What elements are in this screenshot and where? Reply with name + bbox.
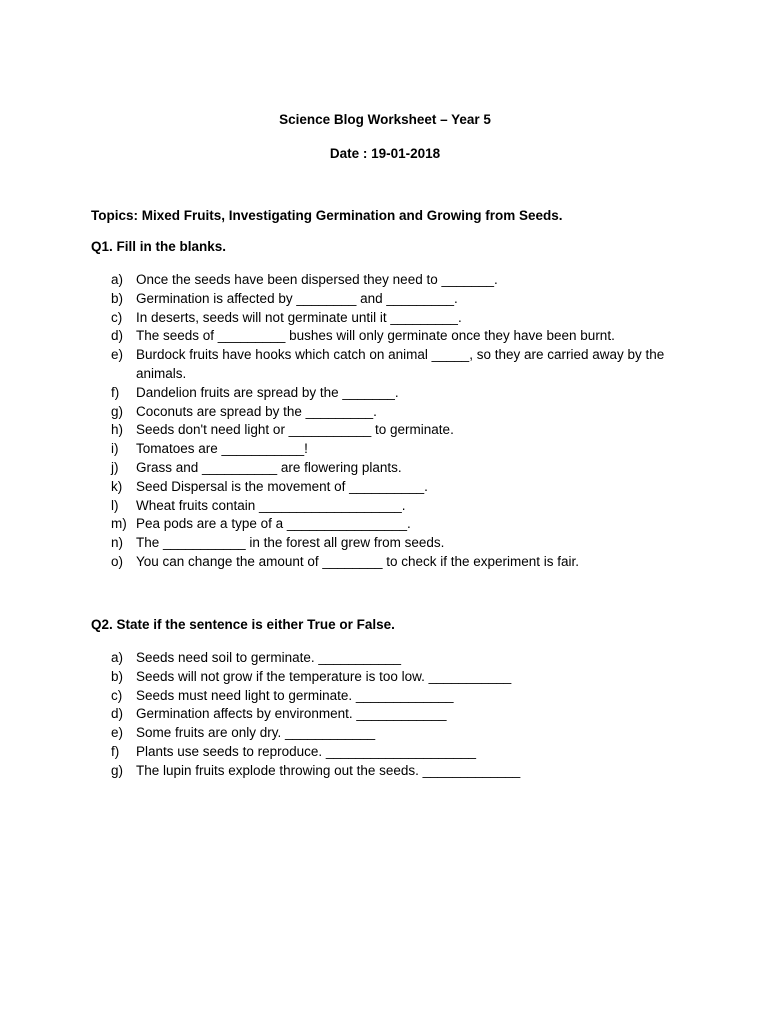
- q1-item-text: In deserts, seeds will not germinate until it _________.: [136, 309, 462, 325]
- q1-item-b: [111, 290, 691, 309]
- q1-item-d: [111, 327, 691, 346]
- q1-item-text: Germination is affected by ________ and _________.: [136, 290, 458, 306]
- q1-item-marker: f): [111, 384, 120, 400]
- q1-list: [111, 271, 691, 572]
- q1-item-g: [111, 403, 691, 422]
- q1-item-text: Burdock fruits have hooks which catch on animal _____, so they are carried away by the animals.: [136, 347, 665, 381]
- q1-item-text: The seeds of _________ bushes will only germinate once they have been burnt.: [136, 328, 615, 344]
- q2-item-e: [111, 724, 691, 743]
- q1-item-marker: l): [111, 497, 119, 513]
- q2-item-text: Germination affects by environment. ____________: [136, 706, 447, 722]
- q1-item-marker: i): [111, 441, 119, 457]
- q2-item-text: Plants use seeds to reproduce. ____________________: [136, 743, 477, 759]
- q2-list: [111, 649, 691, 781]
- q1-item-marker: b): [111, 290, 124, 306]
- q1-item-marker: e): [111, 347, 124, 363]
- worksheet-date: Date : 19-01-2018: [329, 146, 441, 161]
- q2-item-marker: c): [111, 687, 123, 703]
- q1-item-text: Seeds don't need light or ___________ to germinate.: [136, 422, 454, 438]
- q1-item-e: [111, 346, 691, 384]
- q1-item-m: [111, 515, 691, 534]
- q2-item-marker: g): [111, 762, 124, 778]
- q2-item-b: [111, 668, 691, 687]
- q1-item-o: [111, 553, 691, 572]
- q2-item-text: Seeds need soil to germinate. ___________: [136, 650, 401, 665]
- q2-item-marker: e): [111, 725, 124, 741]
- q1-item-a: [111, 271, 691, 290]
- q1-item-text: Seed Dispersal is the movement of __________.: [136, 478, 428, 494]
- q2-item-text: Some fruits are only dry. ____________: [136, 725, 376, 741]
- q1-item-marker: c): [111, 309, 123, 325]
- q1-item-text: Dandelion fruits are spread by the _______.: [136, 384, 399, 400]
- q1-item-text: Tomatoes are ___________!: [136, 441, 308, 457]
- q2-item-marker: f): [111, 743, 120, 759]
- q2-item-marker: d): [111, 706, 124, 722]
- q1-item-c: [111, 309, 691, 328]
- q1-item-marker: j): [111, 459, 119, 475]
- q1-item-k: [111, 478, 691, 497]
- q1-item-n: [111, 534, 691, 553]
- q1-item-marker: h): [111, 422, 124, 438]
- q2-item-f: [111, 743, 691, 762]
- q1-item-marker: g): [111, 403, 124, 419]
- q1-item-text: Wheat fruits contain ___________________.: [136, 497, 406, 513]
- q1-item-text: You can change the amount of ________ to check if the experiment is fair.: [136, 553, 580, 569]
- q1-item-marker: m): [111, 516, 127, 532]
- q1-item-text: Grass and __________ are flowering plants.: [136, 459, 402, 475]
- q1-item-marker: a): [111, 272, 124, 287]
- q2-item-text: Seeds will not grow if the temperature is too low. ___________: [136, 668, 512, 684]
- q1-item-marker: k): [111, 478, 123, 494]
- q1-item-l: [111, 497, 691, 516]
- q2-item-a: [111, 649, 691, 668]
- q2-item-c: [111, 687, 691, 706]
- q1-heading: Q1. Fill in the blanks.: [91, 239, 227, 254]
- q1-item-text: Pea pods are a type of a ________________.: [136, 516, 411, 532]
- q2-item-d: [111, 705, 691, 724]
- worksheet-title: Science Blog Worksheet – Year 5: [279, 112, 491, 127]
- q1-item-marker: n): [111, 535, 124, 551]
- q2-item-g: [111, 762, 691, 781]
- q1-item-marker: d): [111, 328, 124, 344]
- q1-item-text: Once the seeds have been dispersed they need to _______.: [136, 272, 498, 287]
- q2-item-marker: a): [111, 650, 124, 665]
- q1-item-marker: o): [111, 553, 124, 569]
- q1-item-j: [111, 459, 691, 478]
- q2-item-text: Seeds must need light to germinate. _____________: [136, 687, 454, 703]
- q1-item-text: Coconuts are spread by the _________.: [136, 403, 377, 419]
- q2-item-marker: b): [111, 668, 124, 684]
- topics-line: Topics: Mixed Fruits, Investigating Germination and Growing from Seeds.: [91, 208, 563, 223]
- q1-item-i: [111, 440, 691, 459]
- q2-heading: Q2. State if the sentence is either True or False.: [91, 617, 395, 632]
- q1-item-text: The ___________ in the forest all grew from seeds.: [136, 535, 445, 551]
- q1-item-h: [111, 421, 691, 440]
- q1-item-f: [111, 384, 691, 403]
- q2-item-text: The lupin fruits explode throwing out the seeds. _____________: [136, 762, 521, 778]
